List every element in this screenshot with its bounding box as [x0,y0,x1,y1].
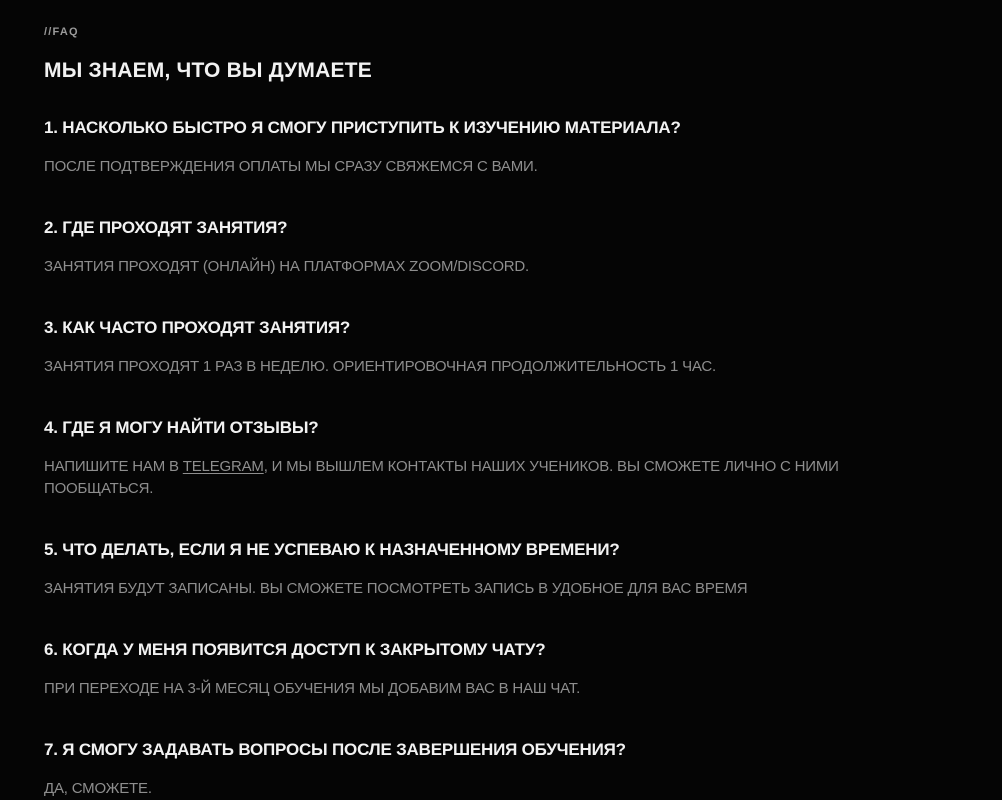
faq-answer [44,678,942,700]
answer-text: ПОСЛЕ ПОДТВЕРЖДЕНИЯ ОПЛАТЫ МЫ СРАЗУ СВЯЖЕМСЯ С ВАМИ. [44,158,538,175]
answer-text: ЗАНЯТИЯ БУДУТ ЗАПИСАНЫ. ВЫ СМОЖЕТЕ ПОСМОТРЕТЬ ЗАПИСЬ В УДОБНОЕ ДЛЯ ВАС ВРЕМЯ [44,580,748,597]
faq-question: 1. НАСКОЛЬКО БЫСТРО Я СМОГУ ПРИСТУПИТЬ К ИЗУЧЕНИЮ МАТЕРИАЛА? [44,118,681,137]
faq-answer [44,356,942,378]
faq-answer [44,578,942,600]
faq-item [44,119,942,178]
faq-answer [44,256,942,278]
faq-item [44,319,942,378]
faq-answer [44,456,942,500]
faq-item [44,219,942,278]
faq-item [44,641,942,700]
answer-text: ЗАНЯТИЯ ПРОХОДЯТ (ОНЛАЙН) НА ПЛАТФОРМАХ ZOOM/DISCORD. [44,258,530,275]
faq-question: 6. КОГДА У МЕНЯ ПОЯВИТСЯ ДОСТУП К ЗАКРЫТОМУ ЧАТУ? [44,640,546,659]
faq-list [44,119,942,800]
faq-item [44,541,942,600]
page-title: МЫ ЗНАЕМ, ЧТО ВЫ ДУМАЕТЕ [44,59,372,82]
answer-text: ЗАНЯТИЯ ПРОХОДЯТ 1 РАЗ В НЕДЕЛЮ. ОРИЕНТИРОВОЧНАЯ ПРОДОЛЖИТЕЛЬНОСТЬ 1 ЧАС. [44,358,717,375]
answer-text: , И МЫ ВЫШЛЕМ КОНТАКТЫ НАШИХ УЧЕНИКОВ. ВЫ СМОЖЕТЕ ЛИЧНО С НИМИ ПООБЩАТЬСЯ. [44,458,839,497]
faq-question: 5. ЧТО ДЕЛАТЬ, ЕСЛИ Я НЕ УСПЕВАЮ К НАЗНАЧЕННОМУ ВРЕМЕНИ? [44,540,620,559]
faq-item [44,741,942,800]
answer-text: ПРИ ПЕРЕХОДЕ НА 3-Й МЕСЯЦ ОБУЧЕНИЯ МЫ ДОБАВИМ ВАС В НАШ ЧАТ. [44,680,581,697]
faq-item [44,419,942,500]
faq-question: 3. КАК ЧАСТО ПРОХОДЯТ ЗАНЯТИЯ? [44,318,351,337]
section-eyebrow: //FAQ [44,26,79,38]
faq-answer [44,156,942,178]
faq-question: 7. Я СМОГУ ЗАДАВАТЬ ВОПРОСЫ ПОСЛЕ ЗАВЕРШЕНИЯ ОБУЧЕНИЯ? [44,740,626,759]
answer-text: ДА, СМОЖЕТЕ. [44,780,152,797]
telegram-link[interactable]: TELEGRAM [182,458,264,475]
faq-question: 4. ГДЕ Я МОГУ НАЙТИ ОТЗЫВЫ? [44,418,319,437]
faq-question: 2. ГДЕ ПРОХОДЯТ ЗАНЯТИЯ? [44,218,288,237]
answer-text: НАПИШИТЕ НАМ В [44,458,183,475]
